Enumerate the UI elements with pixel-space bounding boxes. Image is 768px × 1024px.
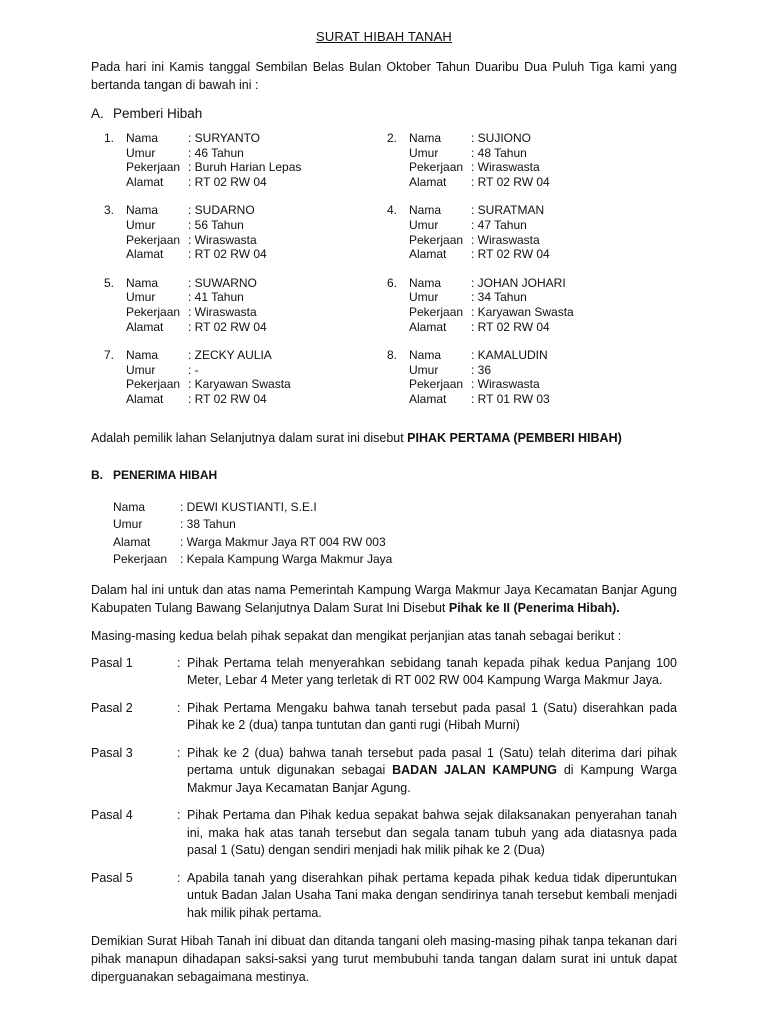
giver-umur-value: : 41 Tahun (188, 290, 244, 305)
giver-umur-row (126, 290, 267, 305)
pasal-label: Pasal 3 (91, 745, 133, 760)
receiver-age-value: : 38 Tahun (180, 517, 236, 531)
giver-umur-label: Umur (409, 145, 439, 160)
givers-list (104, 131, 677, 407)
pasal-colon: : (177, 655, 181, 670)
giver-nama-row (409, 203, 550, 218)
pasal-colon: : (177, 700, 181, 715)
giver-nama-value: : KAMALUDIN (471, 348, 548, 363)
giver-alamat-value: : RT 02 RW 04 (188, 391, 267, 406)
receiver-details (113, 499, 677, 569)
giver-fields (126, 131, 301, 189)
receiver-address-row (113, 534, 677, 552)
giver-entry (387, 203, 677, 261)
pasal-text-post: di Kampung Warga Makmur Jaya Kecamatan Banjar Agung. (187, 763, 677, 795)
giver-umur-value: : 36 (471, 362, 492, 377)
giver-umur-label: Umur (126, 145, 156, 160)
giver-alamat-label: Alamat (409, 319, 447, 334)
section-a-heading (91, 106, 677, 121)
pasal-item (91, 700, 677, 735)
giver-pekerjaan-value: : Karyawan Swasta (188, 377, 291, 392)
giver-nama-value: : SUDARNO (188, 203, 255, 218)
pasal-text (187, 745, 677, 798)
giver-pekerjaan-value: : Wiraswasta (188, 232, 257, 247)
pasal-text-bold: BADAN JALAN KAMPUNG (392, 763, 558, 777)
giver-number: 1. (104, 131, 115, 145)
giver-pekerjaan-value: : Wiraswasta (471, 377, 540, 392)
giver-fields (126, 276, 267, 334)
owner-statement (91, 429, 677, 447)
giver-umur-value: : 56 Tahun (188, 217, 244, 232)
giver-nama-label: Nama (409, 275, 442, 290)
giver-alamat-label: Alamat (126, 174, 164, 189)
giver-nama-value: : SURYANTO (188, 131, 261, 145)
giver-entry (387, 348, 677, 406)
giver-umur-label: Umur (126, 217, 156, 232)
giver-pekerjaan-label: Pekerjaan (126, 160, 181, 175)
giver-entry (387, 276, 677, 334)
giver-fields (126, 203, 267, 261)
pasal-list (91, 655, 677, 923)
giver-umur-value: : 34 Tahun (471, 290, 527, 305)
giver-pekerjaan-row (126, 160, 301, 175)
giver-pekerjaan-label: Pekerjaan (409, 304, 464, 319)
giver-nama-label: Nama (126, 203, 159, 218)
section-b-title: PENERIMA HIBAH (113, 467, 218, 482)
giver-nama-label: Nama (409, 348, 442, 363)
giver-alamat-value: : RT 02 RW 04 (188, 247, 267, 262)
giver-entry (104, 348, 387, 406)
receiver-job-row (113, 551, 677, 569)
giver-pekerjaan-label: Pekerjaan (126, 232, 181, 247)
giver-alamat-value: : RT 02 RW 04 (188, 174, 267, 189)
agreement-intro: Masing-masing kedua belah pihak sepakat dan mengikat perjanjian atas tanah sebagai berikut : (91, 628, 622, 643)
giver-number: 5. (104, 275, 115, 290)
receiver-name-label: Nama (113, 499, 146, 514)
giver-alamat-value: : RT 02 RW 04 (471, 247, 550, 262)
giver-nama-label: Nama (126, 275, 159, 290)
giver-nama-value: : SUWARNO (188, 275, 257, 290)
pasal-text-main: Pihak ke 2 (dua) bahwa tanah tersebut pada pasal 1 (Satu) telah diterima dari pihak pertama untuk digunakan sebagai (187, 745, 677, 777)
giver-nama-value: : JOHAN JOHARI (471, 275, 566, 290)
giver-pekerjaan-row (409, 305, 574, 320)
giver-pekerjaan-row (409, 377, 550, 392)
giver-number: 6. (387, 275, 398, 290)
giver-umur-label: Umur (126, 362, 156, 377)
pasal-text (187, 807, 677, 860)
giver-nama-value: : SURATMAN (471, 203, 545, 218)
giver-entry (104, 131, 387, 189)
pasal-text-main: Pihak Pertama Mengaku bahwa tanah tersebut pada pasal 1 (Satu) diserahkan pada Pihak ke 2 (dua) tanpa tuntutan dan ganti rugi (Hibah Murni) (187, 700, 677, 732)
giver-umur-row (126, 218, 267, 233)
giver-number: 2. (387, 131, 398, 145)
giver-pekerjaan-label: Pekerjaan (126, 377, 181, 392)
receiver-name-row (113, 499, 677, 517)
giver-nama-row (126, 348, 291, 363)
giver-nama-row (409, 348, 550, 363)
giver-alamat-label: Alamat (409, 247, 447, 262)
giver-nama-row (126, 276, 267, 291)
giver-pekerjaan-value: : Karyawan Swasta (471, 304, 574, 319)
giver-umur-value: : 47 Tahun (471, 217, 527, 232)
giver-pekerjaan-value: : Wiraswasta (471, 160, 540, 175)
giver-pekerjaan-row (126, 233, 267, 248)
behalf-paragraph (91, 581, 677, 617)
giver-nama-label: Nama (126, 348, 159, 363)
giver-alamat-label: Alamat (409, 391, 447, 406)
section-b-letter: B. (91, 467, 103, 482)
receiver-name-value: : DEWI KUSTIANTI, S.E.I (180, 499, 317, 514)
giver-umur-row (409, 363, 550, 378)
giver-umur-row (126, 146, 301, 161)
giver-nama-row (126, 203, 267, 218)
giver-pekerjaan-row (126, 305, 267, 320)
giver-umur-label: Umur (126, 290, 156, 305)
receiver-age-label: Umur (113, 517, 143, 531)
owner-statement-text: Adalah pemilik lahan Selanjutnya dalam surat ini disebut (91, 430, 408, 445)
pasal-item (91, 870, 677, 923)
pasal-label: Pasal 2 (91, 700, 133, 715)
pasal-text (187, 870, 677, 923)
giver-alamat-value: : RT 02 RW 04 (471, 174, 550, 189)
giver-number: 7. (104, 348, 115, 363)
giver-entry (387, 131, 677, 189)
giver-alamat-label: Alamat (409, 174, 447, 189)
giver-alamat-row (126, 247, 267, 262)
giver-nama-label: Nama (409, 131, 442, 145)
receiver-age-row (113, 516, 677, 534)
pasal-text (187, 655, 677, 690)
giver-number: 4. (387, 203, 398, 218)
giver-pekerjaan-value: : Buruh Harian Lepas (188, 160, 302, 175)
giver-umur-row (409, 218, 550, 233)
giver-fields (409, 131, 550, 189)
giver-pekerjaan-label: Pekerjaan (126, 304, 181, 319)
giver-pekerjaan-label: Pekerjaan (409, 160, 464, 175)
giver-pekerjaan-row (126, 377, 291, 392)
giver-alamat-label: Alamat (126, 391, 164, 406)
giver-pekerjaan-value: : Wiraswasta (188, 304, 257, 319)
giver-nama-row (126, 131, 301, 146)
giver-alamat-row (126, 175, 301, 190)
giver-umur-value: : 46 Tahun (188, 145, 244, 160)
pasal-label: Pasal 5 (91, 870, 133, 885)
giver-fields (126, 348, 291, 406)
pasal-colon: : (177, 745, 181, 760)
giver-nama-label: Nama (409, 203, 442, 218)
giver-nama-row (409, 276, 574, 291)
giver-umur-value: : 48 Tahun (471, 145, 527, 160)
giver-alamat-label: Alamat (126, 247, 164, 262)
giver-umur-label: Umur (409, 362, 439, 377)
giver-alamat-value: : RT 02 RW 04 (188, 319, 267, 334)
section-a-letter: A. (91, 106, 104, 121)
pasal-colon: : (177, 808, 181, 822)
pasal-colon: : (177, 870, 181, 885)
giver-umur-value: : - (188, 362, 199, 377)
giver-alamat-row (409, 320, 574, 335)
pasal-text-main: Apabila tanah yang diserahkan pihak pertama kepada pihak kedua tidak diperuntukan untuk Badan Jalan Usaha Tani maka dengan sendirinya tanah tersebut kembali menjadi hak milik pihak pertama. (187, 870, 677, 920)
receiver-job-label: Pekerjaan (113, 552, 168, 566)
section-b-heading (91, 468, 677, 482)
giver-alamat-row (409, 392, 550, 407)
giver-alamat-row (126, 392, 291, 407)
pasal-item (91, 745, 677, 798)
giver-umur-row (409, 290, 574, 305)
giver-pekerjaan-label: Pekerjaan (409, 232, 464, 247)
behalf-text: Dalam hal ini untuk dan atas nama Pemerintah Kampung Warga Makmur Jaya Kecamatan Banjar Agung Kabupaten Tulang Bawang Selanjutnya Dalam Surat Ini Disebut (91, 582, 677, 615)
pasal-item (91, 807, 677, 860)
giver-number: 8. (387, 348, 398, 363)
giver-nama-value: : ZECKY AULIA (188, 348, 272, 363)
closing-paragraph: Demikian Surat Hibah Tanah ini dibuat dan ditanda tangani oleh masing-masing pihak tanpa tekanan dari pihak manapun dihadapan saksi-saksi yang turut membubuhi tanda tangan dalam surat ini untuk dapat diperguanakan sebagaimana mestinya. (91, 934, 677, 984)
giver-pekerjaan-row (409, 233, 550, 248)
giver-nama-label: Nama (126, 131, 159, 145)
giver-entry (104, 203, 387, 261)
document-title: SURAT HIBAH TANAH (315, 29, 453, 44)
receiver-address-label: Alamat (113, 534, 151, 549)
giver-nama-row (409, 131, 550, 146)
giver-alamat-value: : RT 01 RW 03 (471, 391, 550, 406)
giver-umur-label: Umur (409, 290, 439, 305)
giver-alamat-label: Alamat (126, 319, 164, 334)
giver-alamat-row (126, 320, 267, 335)
giver-nama-value: : SUJIONO (471, 131, 532, 145)
giver-fields (409, 203, 550, 261)
pasal-text (187, 700, 677, 735)
giver-pekerjaan-value: : Wiraswasta (471, 232, 540, 247)
intro-paragraph: Pada hari ini Kamis tanggal Sembilan Belas Bulan Oktober Tahun Duaribu Dua Puluh Tiga kami yang bertanda tangan di bawah ini : (91, 60, 677, 92)
giver-pekerjaan-label: Pekerjaan (409, 377, 464, 392)
section-a-title: Pemberi Hibah (113, 106, 203, 121)
giver-number: 3. (104, 203, 115, 218)
receiver-address-value: : Warga Makmur Jaya RT 004 RW 003 (180, 534, 386, 549)
behalf-bold: Pihak ke II (Penerima Hibah). (448, 600, 620, 615)
pasal-text-main: Pihak Pertama telah menyerahkan sebidang tanah kepada pihak kedua Panjang 100 Meter, Lebar 4 Meter yang terletak di RT 002 RW 004 Kampung Warga Makmur Jaya. (187, 655, 677, 687)
giver-umur-row (126, 363, 291, 378)
receiver-job-value: : Kepala Kampung Warga Makmur Jaya (180, 552, 393, 566)
owner-statement-bold: PIHAK PERTAMA (PEMBERI HIBAH) (407, 430, 622, 445)
giver-fields (409, 276, 574, 334)
pasal-item (91, 655, 677, 690)
giver-alamat-value: : RT 02 RW 04 (471, 319, 550, 334)
giver-pekerjaan-row (409, 160, 550, 175)
pasal-label: Pasal 1 (91, 655, 133, 670)
pasal-text-main: Pihak Pertama dan Pihak kedua sepakat bahwa sejak dilaksanakan penyerahan tanah ini, maka hak atas tanah tersebut dan segala tanam tubuh yang ada diatasnya pada pasal 1 (Satu) dengan sendiri menjadi hak milik pihak ke 2 (Dua) (187, 808, 677, 857)
giver-umur-label: Umur (409, 217, 439, 232)
pasal-label: Pasal 4 (91, 808, 133, 822)
giver-fields (409, 348, 550, 406)
giver-alamat-row (409, 175, 550, 190)
giver-alamat-row (409, 247, 550, 262)
giver-entry (104, 276, 387, 334)
giver-umur-row (409, 146, 550, 161)
